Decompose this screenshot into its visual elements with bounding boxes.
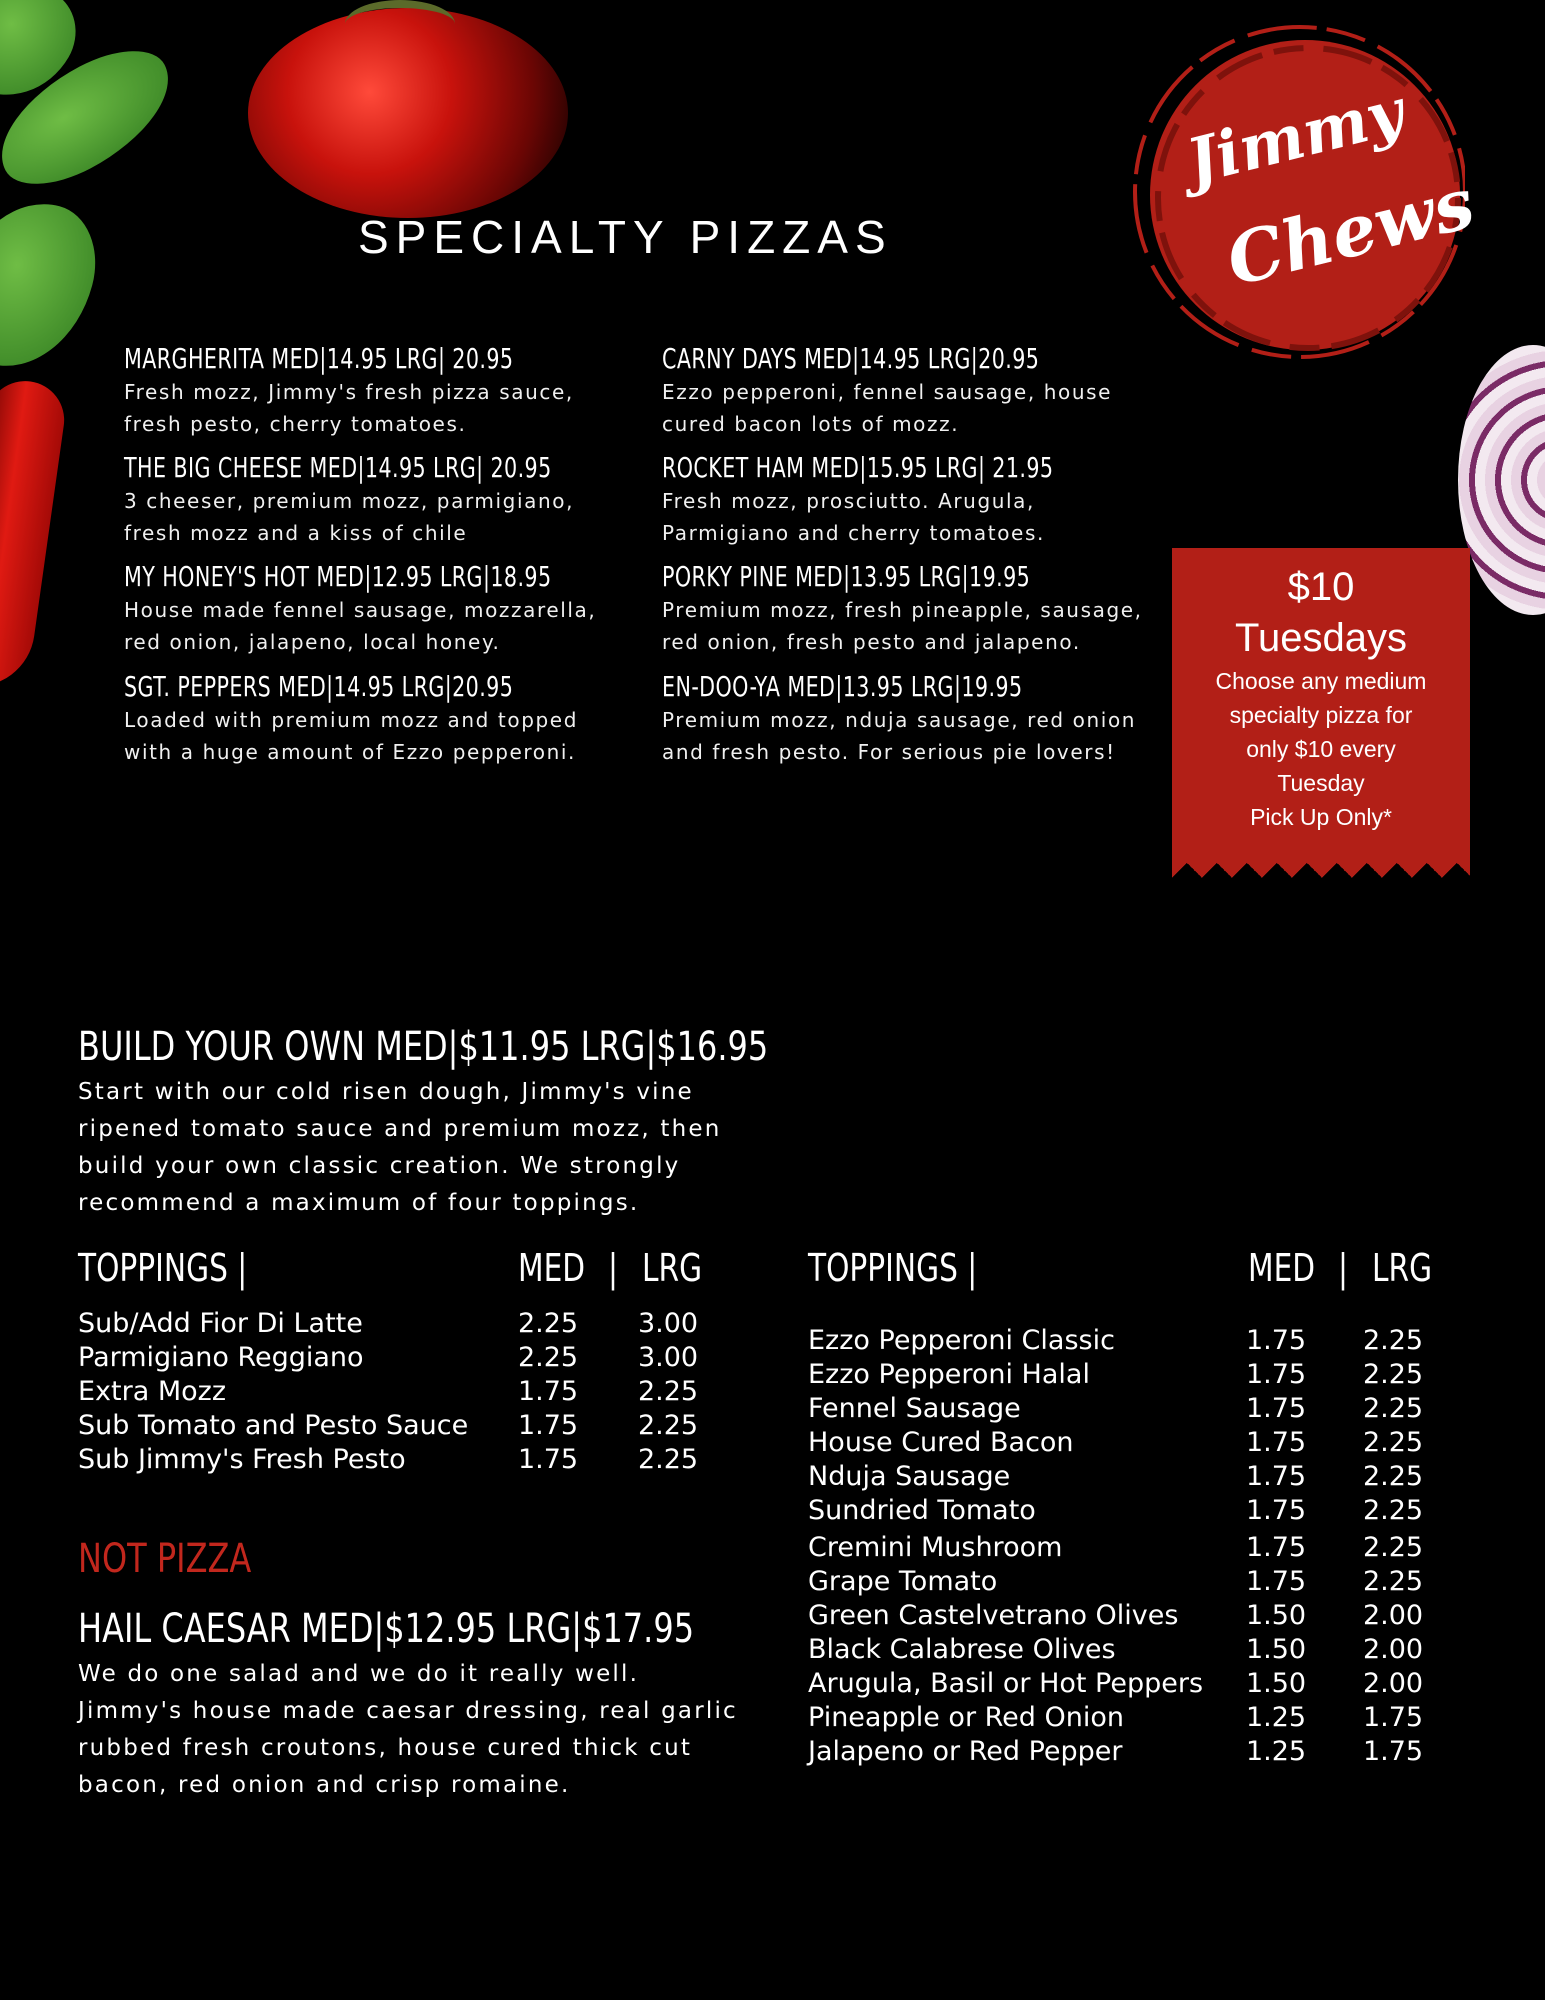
pizza-name: MY HONEY'S HOT MED|12.95 LRG|18.95 bbox=[124, 560, 552, 593]
topping-lrg-price: 2.25 bbox=[1362, 1532, 1424, 1563]
topping-med-price: 1.50 bbox=[1245, 1668, 1307, 1699]
promo-line: specialty pizza for bbox=[1229, 702, 1413, 728]
topping-name: Green Castelvetrano Olives bbox=[808, 1600, 1179, 1631]
pizza-description: fresh mozz and a kiss of chile bbox=[124, 521, 468, 545]
topping-lrg-price: 2.25 bbox=[1362, 1393, 1424, 1424]
promo-line: Tuesday bbox=[1277, 770, 1365, 796]
pizza-description: Premium mozz, fresh pineapple, sausage, bbox=[662, 598, 1143, 622]
topping-row bbox=[78, 1307, 718, 1341]
topping-med-price: 1.50 bbox=[1245, 1600, 1307, 1631]
toppings-header-label: TOPPINGS | bbox=[78, 1246, 248, 1290]
pizza-description: Fresh mozz, prosciutto. Arugula, bbox=[662, 489, 1035, 513]
topping-lrg-price: 2.25 bbox=[637, 1444, 699, 1475]
pizza-description: cured bacon lots of mozz. bbox=[662, 412, 960, 436]
pizza-description: Premium mozz, nduja sausage, red onion bbox=[662, 708, 1137, 732]
build-your-own-text bbox=[78, 1074, 722, 1222]
pizza-item bbox=[124, 342, 644, 440]
text-line: bacon, red onion and crisp romaine. bbox=[78, 1772, 571, 1798]
topping-name: Cremini Mushroom bbox=[808, 1532, 1063, 1563]
pizza-name: ROCKET HAM MED|15.95 LRG| 21.95 bbox=[662, 451, 1054, 484]
pizza-description: Ezzo pepperoni, fennel sausage, house bbox=[662, 380, 1113, 404]
pizza-name: THE BIG CHEESE MED|14.95 LRG| 20.95 bbox=[124, 451, 552, 484]
toppings-header-lrg: LRG bbox=[642, 1246, 703, 1290]
caesar-text bbox=[78, 1656, 738, 1804]
text-line: Jimmy's house made caesar dressing, real garlic bbox=[78, 1698, 738, 1724]
topping-row bbox=[808, 1358, 1448, 1392]
topping-lrg-price: 3.00 bbox=[637, 1308, 699, 1339]
pizza-description: fresh pesto, cherry tomatoes. bbox=[124, 412, 467, 436]
not-pizza-label: NOT PIZZA bbox=[78, 1536, 252, 1582]
topping-med-price: 1.75 bbox=[517, 1410, 579, 1441]
pizza-description: red onion, jalapeno, local honey. bbox=[124, 630, 501, 654]
toppings-header-label: TOPPINGS | bbox=[808, 1246, 978, 1290]
topping-row bbox=[78, 1443, 718, 1477]
toppings-header-sep: | bbox=[608, 1246, 618, 1290]
topping-row bbox=[808, 1426, 1448, 1460]
pizza-description: Fresh mozz, Jimmy's fresh pizza sauce, bbox=[124, 380, 574, 404]
tomato-stem-icon bbox=[345, 0, 455, 48]
pizza-item bbox=[662, 342, 1182, 440]
text-line: We do one salad and we do it really well. bbox=[78, 1661, 640, 1687]
promo-price: $10 bbox=[1287, 565, 1355, 609]
pizza-description: Loaded with premium mozz and topped bbox=[124, 708, 578, 732]
pizza-item bbox=[662, 451, 1182, 549]
topping-name: House Cured Bacon bbox=[808, 1427, 1074, 1458]
text-line: recommend a maximum of four toppings. bbox=[78, 1190, 640, 1216]
text-line: rubbed fresh croutons, house cured thick cut bbox=[78, 1735, 693, 1761]
topping-name: Black Calabrese Olives bbox=[808, 1634, 1116, 1665]
topping-med-price: 1.75 bbox=[1245, 1566, 1307, 1597]
topping-row bbox=[78, 1375, 718, 1409]
pizza-item bbox=[124, 560, 644, 658]
pizza-description: red onion, fresh pesto and jalapeno. bbox=[662, 630, 1081, 654]
logo-line1: Jimmy bbox=[1179, 74, 1411, 199]
pizza-description: and fresh pesto. For serious pie lovers! bbox=[662, 740, 1116, 764]
logo bbox=[1105, 20, 1483, 360]
topping-name: Fennel Sausage bbox=[808, 1393, 1021, 1424]
topping-name: Sundried Tomato bbox=[808, 1495, 1036, 1526]
topping-med-price: 1.75 bbox=[1245, 1427, 1307, 1458]
toppings-header-med: MED bbox=[1248, 1246, 1316, 1290]
topping-med-price: 1.75 bbox=[1245, 1359, 1307, 1390]
red-onion-icon bbox=[1458, 345, 1545, 615]
text-line: ripened tomato sauce and premium mozz, then bbox=[78, 1116, 722, 1142]
promo-line: Choose any medium bbox=[1215, 668, 1427, 694]
topping-med-price: 1.75 bbox=[1245, 1532, 1307, 1563]
topping-lrg-price: 2.25 bbox=[1362, 1325, 1424, 1356]
topping-row bbox=[78, 1341, 718, 1375]
topping-name: Parmigiano Reggiano bbox=[78, 1342, 364, 1373]
pizza-name: CARNY DAYS MED|14.95 LRG|20.95 bbox=[662, 342, 1040, 375]
topping-med-price: 1.75 bbox=[1245, 1393, 1307, 1424]
topping-lrg-price: 2.25 bbox=[1362, 1359, 1424, 1390]
page-title: SPECIALTY PIZZAS bbox=[358, 211, 893, 263]
topping-name: Ezzo Pepperoni Halal bbox=[808, 1359, 1090, 1390]
topping-name: Pineapple or Red Onion bbox=[808, 1702, 1125, 1733]
topping-lrg-price: 2.25 bbox=[1362, 1566, 1424, 1597]
topping-lrg-price: 2.25 bbox=[1362, 1427, 1424, 1458]
pizza-name: PORKY PINE MED|13.95 LRG|19.95 bbox=[662, 560, 1031, 593]
promo-line: Pick Up Only* bbox=[1250, 804, 1392, 830]
pizza-description: Parmigiano and cherry tomatoes. bbox=[662, 521, 1045, 545]
basil-leaf-icon bbox=[0, 186, 110, 384]
topping-row bbox=[808, 1565, 1448, 1599]
topping-med-price: 1.25 bbox=[1245, 1702, 1307, 1733]
topping-row bbox=[808, 1392, 1448, 1426]
topping-med-price: 1.50 bbox=[1245, 1634, 1307, 1665]
topping-row bbox=[808, 1701, 1448, 1735]
chili-pepper-icon bbox=[0, 376, 69, 694]
pizza-description: 3 cheeser, premium mozz, parmigiano, bbox=[124, 489, 575, 513]
pizza-item bbox=[662, 670, 1182, 768]
topping-row bbox=[808, 1494, 1448, 1528]
topping-row bbox=[808, 1667, 1448, 1701]
topping-med-price: 1.75 bbox=[517, 1376, 579, 1407]
topping-lrg-price: 2.00 bbox=[1362, 1600, 1424, 1631]
topping-name: Sub/Add Fior Di Latte bbox=[78, 1308, 363, 1339]
topping-name: Ezzo Pepperoni Classic bbox=[808, 1325, 1115, 1356]
topping-row bbox=[808, 1633, 1448, 1667]
promo-zigzag-edge bbox=[1172, 848, 1470, 878]
text-line: build your own classic creation. We strongly bbox=[78, 1153, 681, 1179]
topping-med-price: 2.25 bbox=[517, 1342, 579, 1373]
topping-med-price: 1.75 bbox=[517, 1444, 579, 1475]
toppings-header-lrg: LRG bbox=[1372, 1246, 1433, 1290]
text-line: Start with our cold risen dough, Jimmy's vine bbox=[78, 1079, 694, 1105]
topping-name: Sub Tomato and Pesto Sauce bbox=[78, 1410, 469, 1441]
topping-med-price: 2.25 bbox=[517, 1308, 579, 1339]
pizza-description: House made fennel sausage, mozzarella, bbox=[124, 598, 597, 622]
topping-row bbox=[808, 1324, 1448, 1358]
topping-med-price: 1.75 bbox=[1245, 1495, 1307, 1526]
logo-line2: Chews bbox=[1218, 160, 1483, 303]
topping-med-price: 1.75 bbox=[1245, 1325, 1307, 1356]
topping-lrg-price: 1.75 bbox=[1362, 1736, 1424, 1767]
promo-banner bbox=[1172, 548, 1470, 848]
topping-lrg-price: 2.25 bbox=[1362, 1495, 1424, 1526]
topping-row bbox=[808, 1735, 1448, 1769]
topping-name: Nduja Sausage bbox=[808, 1461, 1011, 1492]
topping-name: Jalapeno or Red Pepper bbox=[808, 1736, 1123, 1767]
topping-name: Sub Jimmy's Fresh Pesto bbox=[78, 1444, 406, 1475]
topping-lrg-price: 2.25 bbox=[637, 1410, 699, 1441]
topping-name: Extra Mozz bbox=[78, 1376, 227, 1407]
topping-lrg-price: 2.25 bbox=[637, 1376, 699, 1407]
pizza-item bbox=[662, 560, 1182, 658]
topping-lrg-price: 1.75 bbox=[1362, 1702, 1424, 1733]
topping-row bbox=[808, 1460, 1448, 1494]
pizza-name: SGT. PEPPERS MED|14.95 LRG|20.95 bbox=[124, 670, 514, 703]
topping-row bbox=[808, 1599, 1448, 1633]
pizza-name: EN-DOO-YA MED|13.95 LRG|19.95 bbox=[662, 670, 1023, 703]
topping-name: Grape Tomato bbox=[808, 1566, 998, 1597]
promo-line: only $10 every bbox=[1246, 736, 1396, 762]
caesar-heading: HAIL CAESAR MED|$12.95 LRG|$17.95 bbox=[78, 1606, 695, 1652]
pizza-name: MARGHERITA MED|14.95 LRG| 20.95 bbox=[124, 342, 514, 375]
topping-lrg-price: 3.00 bbox=[637, 1342, 699, 1373]
topping-med-price: 1.25 bbox=[1245, 1736, 1307, 1767]
pizza-item bbox=[124, 451, 644, 549]
topping-med-price: 1.75 bbox=[1245, 1461, 1307, 1492]
pizza-item bbox=[124, 670, 644, 768]
build-your-own-heading: BUILD YOUR OWN MED|$11.95 LRG|$16.95 bbox=[78, 1024, 769, 1070]
topping-row bbox=[78, 1409, 718, 1443]
promo-title: Tuesdays bbox=[1235, 616, 1407, 660]
toppings-header-med: MED bbox=[518, 1246, 586, 1290]
topping-lrg-price: 2.00 bbox=[1362, 1634, 1424, 1665]
pizza-description: with a huge amount of Ezzo pepperoni. bbox=[124, 740, 577, 764]
topping-row bbox=[808, 1531, 1448, 1565]
topping-name: Arugula, Basil or Hot Peppers bbox=[808, 1668, 1204, 1699]
topping-lrg-price: 2.25 bbox=[1362, 1461, 1424, 1492]
topping-lrg-price: 2.00 bbox=[1362, 1668, 1424, 1699]
toppings-header-sep: | bbox=[1338, 1246, 1348, 1290]
